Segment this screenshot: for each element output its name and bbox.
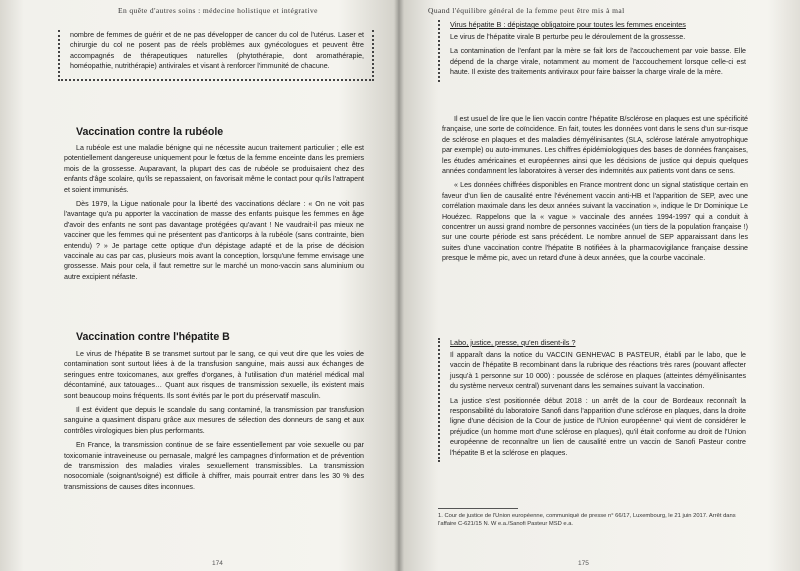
section-hepatite-body — [64, 349, 364, 496]
right-page-number: 175 — [578, 560, 589, 567]
box-title: Labo, justice, presse, qu'en disent-ils ? — [450, 338, 576, 347]
box-title: Virus hépatite B : dépistage obligatoire pour toutes les femmes enceintes — [450, 20, 686, 29]
box-continuation-text: nombre de femmes de guérir et de ne pas développer de cancer du col de l'utérus. Laser et chirurgie du col ne posent pas de réels problèmes aux gynécologues et peuvent être accompagnés de thérapeutiques naturelles (phytothérapie, dont aromathérapie, homéopathie, nutrithérapie) antivirales et visant à renforcer l'immunité de chacune. — [70, 31, 364, 71]
section-rubeole-body — [64, 143, 364, 286]
left-page-number: 174 — [212, 560, 223, 567]
footnote: 1. Cour de justice de l'Union européenne, communiqué de presse n° 66/17, Luxembourg, le 21 juin 2017. Arrêt dans l'affaire C-621/15 N. W e.a./Sanofi Pasteur MSD e.a. — [438, 513, 736, 527]
right-page — [398, 0, 800, 571]
box-paragraph: La justice s'est positionnée début 2018 : un arrêt de la cour de Bordeaux reconnaît la responsabilité du laboratoire Sanofi dans l'apparition d'une sclérose en plaques, dans la droite ligne d'une décision de la Cour de justice de l'Union européenne¹ qui vient de considérer le préjudice (un homme mort d'une sclérose en plaques), qu'il était conforme au droit de l'Union européenne de reconnaître un lien de causalité entre un vaccin de Sanofi Pasteur contre l'hépatite B et la sclérose en plaques. — [450, 396, 746, 457]
box-paragraph: Le virus de l'hépatite virale B perturbe peu le déroulement de la grossesse. — [450, 33, 686, 41]
paragraph: « Les données chiffrées disponibles en France montrent donc un signal statistique certain en faveur d'un lien de causalité entre l'événement vaccin anti-HB et l'apparition de SEP, avec une corrélation maximale dans les deux années suivant la vaccination », indique le Dr Dominique Le Houézec. Rappelons que la « vague » vaccinale des années 1994-1997 qui a conduit à concentrer un aussi grand nombre de personnes vaccinées (un tiers de la population française !) sur une courte période est sans précédent. Le nombre annuel de SEP apparaissant dans les suites d'une vaccination contre l'hépatite B notifiées à la pharmacovigilance française dessine presque le même pic, avec un retard d'une à deux années, que la courbe vaccinale. — [442, 181, 748, 263]
paragraph: Il est évident que depuis le scandale du sang contaminé, la transmission par transfusion sanguine a quasiment disparu grâce aux mesures de sélection des donneurs de sang et aux contrôles virologiques bien plus performants. — [64, 406, 364, 435]
info-box-hepatite-screening — [438, 20, 754, 82]
box-paragraph: La contamination de l'enfant par la mère se fait lors de l'accouchement par voie basse. Elle dépend de la charge virale, notamment au moment de l'accouchement lorsque celle-ci est haute. Il existe des traitements antiviraux pour faire baisser la charge virale de la mère. — [450, 47, 746, 77]
footnote-rule — [438, 508, 518, 509]
section-title-rubeole: Vaccination contre la rubéole — [76, 126, 224, 138]
paragraph: En France, la transmission continue de se faire essentiellement par voie sexuelle ou par toxicomanie intraveineuse ou pernasale, malgré les campagnes d'information et de prévention de transmission des maladies virales sexuellement transmissibles. La transmission nosocomiale (soignant/soigné) est difficile à chiffrer, mais pourrait entrer dans les 30 % des transmissions de causes dites inconnues. — [64, 441, 364, 491]
right-running-head: Quand l'équilibre général de la femme peut être mis à mal — [428, 6, 625, 15]
left-page — [0, 0, 398, 571]
paragraph: Dès 1979, la Ligue nationale pour la liberté des vaccinations déclare : « On ne voit pas l'avantage qu'a pu apporter la vaccination de masse des enfants puisque les femmes en âge d'avoir des enfants ne sont pas davantage protégées qu'avant ! Ne vaudrait-il pas mieux ne vacciner que les femmes qui ne présentent pas d'anticorps à la rubéole (sans contrainte, bien entendu) ? » Je partage cette optique d'un dépistage adapté et de la prise de décision vaccinale au cas par cas, plusieurs mois avant la conception, lorsqu'une femme envisage une grossesse. Mais pour cela, il faut remettre sur le marché un mono-vaccin sans aluminium ou autre excipient néfaste. — [64, 200, 364, 281]
left-running-head: En quête d'autres soins : médecine holistique et intégrative — [118, 6, 318, 15]
info-box-labo-justice — [438, 338, 754, 462]
paragraph: La rubéole est une maladie bénigne qui ne nécessite aucun traitement particulier ; elle est potentiellement dangereuse uniquement pour le fœtus de la femme enceinte dans les premiers mois de la grossesse. Auparavant, la plupart des cas de rubéole se produisaient chez des enfants d'âge scolaire, qu'ils se repassaient, on favorisait même le contact pour qu'ils l'attrapent et soient immunisés. — [64, 144, 364, 194]
paragraph: Le virus de l'hépatite B se transmet surtout par le sang, ce qui veut dire que les voies de contamination sont surtout liées à de la transfusion sanguine, mais aussi aux échanges de seringues entre toxicomanes, aux greffes d'organes, à l'utilisation d'un matériel médical mal décontaminé, aux tatouages… Quant aux risques de transmission sexuelle, ils existent mais sont beaucoup moins fréquents. Ils sont évités par le port du préservatif masculin. — [64, 350, 364, 400]
book-gutter — [394, 0, 404, 571]
paragraph: Il est usuel de lire que le lien vaccin contre l'hépatite B/sclérose en plaques est une spécificité française, une sorte de coïncidence. En fait, toutes les données vont dans le sens d'un sur-risque de sclérose en plaques et des maladies démyélinisantes (SLA, sclérose latérale amyotrophique par exemple) ou auto-immunes. Les chiffres épidémiologiques des bases de données françaises, les études américaines et européennes ainsi que les décisions de justice qui depuis quelques années condamnent les laboratoires à verser des indemnités aux patients vont dans ce sens. — [442, 115, 748, 176]
info-box-continuation — [58, 30, 374, 81]
section-title-hepatite-b: Vaccination contre l'hépatite B — [76, 331, 230, 343]
box-paragraph: Il apparaît dans la notice du VACCIN GENHEVAC B PASTEUR, établi par le labo, que le vaccin de l'hépatite B recombinant dans la rubrique des réactions très rares (pouvant affecter jusqu'à 1 personne sur 10 000) : poussée de sclérose en plaques (atteintes démyélinisantes du système nerveux central) survenant dans les semaines suivant la vaccination. — [450, 351, 746, 391]
right-body — [442, 114, 748, 268]
